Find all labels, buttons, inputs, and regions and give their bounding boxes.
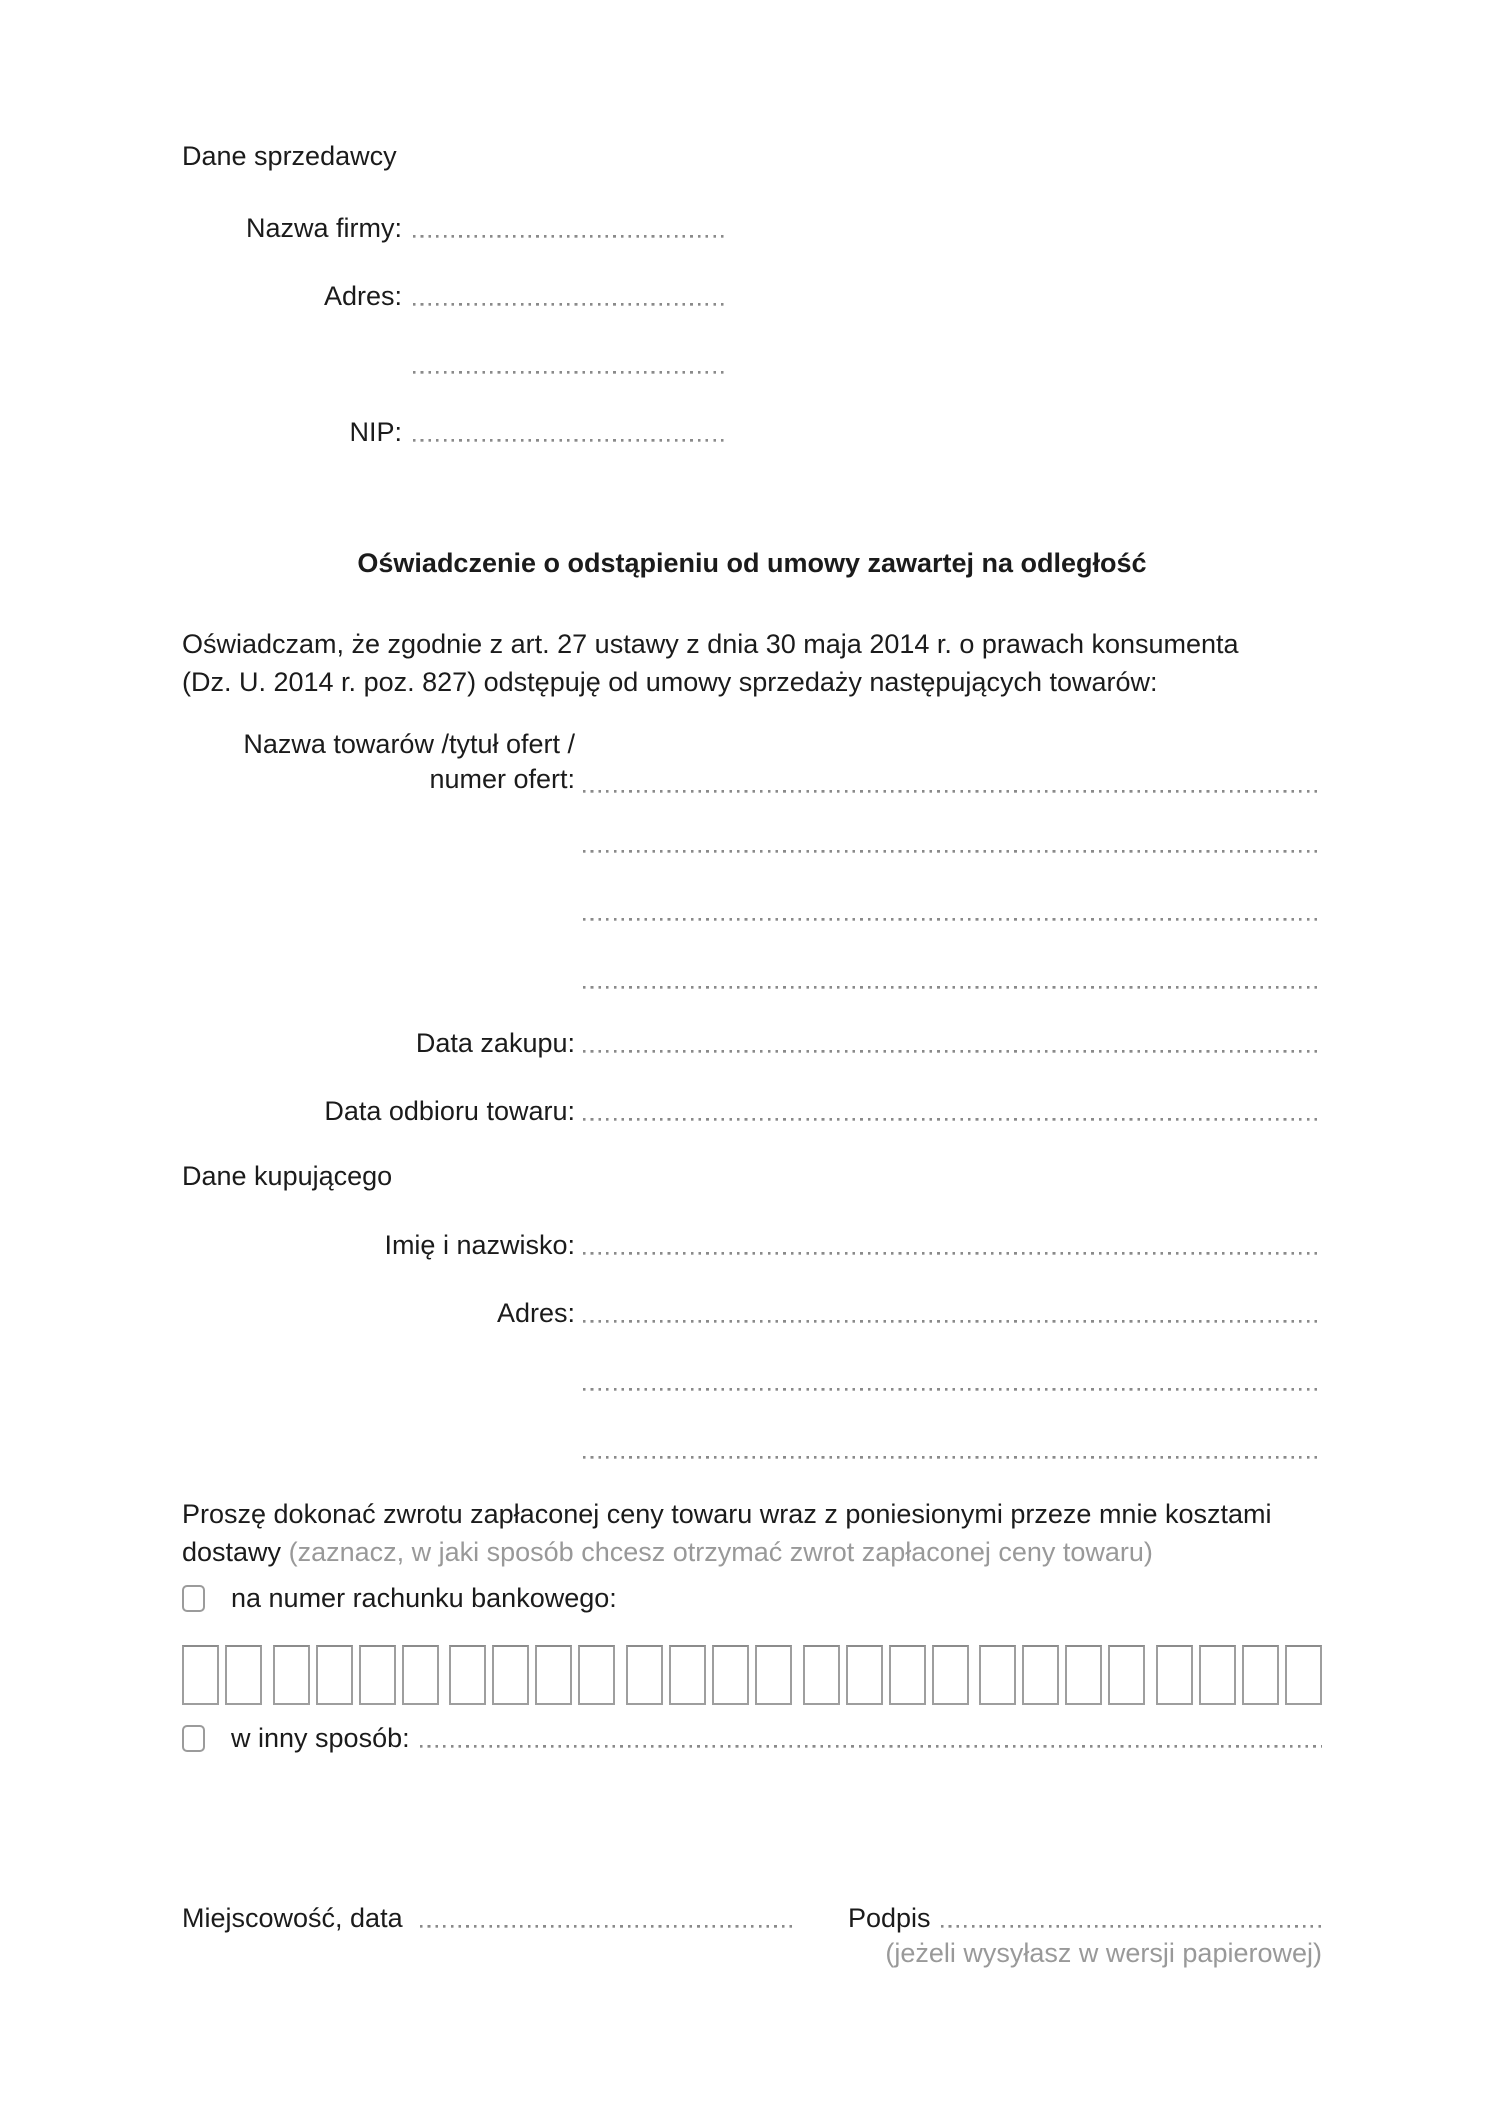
signature-note: (jeżeli wysyłasz w wersji papierowej) xyxy=(885,1938,1322,1968)
buyer-address-row-3 xyxy=(182,1436,1322,1463)
account-digit-box[interactable] xyxy=(669,1645,706,1705)
account-digit-box[interactable] xyxy=(449,1645,486,1705)
receipt-date-label: Data odbioru towaru: xyxy=(324,1096,575,1126)
purchase-date-label: Data zakupu: xyxy=(415,1028,575,1058)
buyer-address-label: Adres: xyxy=(496,1298,575,1328)
items-label-spacer xyxy=(182,830,575,857)
seller-address-label-spacer xyxy=(182,351,402,378)
items-fill-line-2[interactable] xyxy=(583,830,1322,857)
seller-nip-fill-line[interactable] xyxy=(413,419,725,446)
footer-row xyxy=(182,1905,1322,1967)
seller-company-fill-line[interactable] xyxy=(413,215,725,242)
items-label-spacer xyxy=(182,966,575,993)
bank-refund-option-row xyxy=(182,1585,1322,1612)
account-digit-box[interactable] xyxy=(1156,1645,1193,1705)
account-digit-box[interactable] xyxy=(889,1645,926,1705)
account-digit-box[interactable] xyxy=(932,1645,969,1705)
items-label-spacer xyxy=(182,898,575,925)
items-fill-line-1[interactable] xyxy=(583,770,1322,797)
account-digit-box[interactable] xyxy=(578,1645,615,1705)
items-fill-line-4[interactable] xyxy=(583,966,1322,993)
place-date-fill-line[interactable] xyxy=(420,1905,793,1932)
items-label-line-2: numer ofert: xyxy=(429,764,575,794)
account-digit-box[interactable] xyxy=(1108,1645,1145,1705)
buyer-address-row-2 xyxy=(182,1368,1322,1395)
buyer-address-label-spacer xyxy=(182,1436,575,1463)
items-label-line-1: Nazwa towarów /tytuł ofert / xyxy=(243,729,575,759)
account-digit-group xyxy=(182,1645,262,1705)
refund-line-2-black: dostawy xyxy=(182,1537,282,1567)
account-digit-group xyxy=(273,1645,439,1705)
account-digit-box[interactable] xyxy=(273,1645,310,1705)
account-digit-box[interactable] xyxy=(1022,1645,1059,1705)
items-fill-line-3[interactable] xyxy=(583,898,1322,925)
items-extra-row xyxy=(182,966,1322,993)
seller-address-row xyxy=(182,283,1322,310)
buyer-address-fill-line[interactable] xyxy=(583,1300,1322,1327)
refund-paragraph xyxy=(182,1495,1322,1571)
account-digit-box[interactable] xyxy=(712,1645,749,1705)
purchase-date-row xyxy=(182,1030,1322,1057)
items-extra-row xyxy=(182,830,1322,857)
seller-address-row-2 xyxy=(182,351,1322,378)
seller-company-label: Nazwa firmy: xyxy=(245,213,402,243)
seller-nip-label: NIP: xyxy=(349,417,402,447)
account-digit-box[interactable] xyxy=(755,1645,792,1705)
seller-section-heading: Dane sprzedawcy xyxy=(182,141,397,171)
account-digit-box[interactable] xyxy=(1242,1645,1279,1705)
buyer-address-row xyxy=(182,1300,1322,1327)
account-digit-box[interactable] xyxy=(402,1645,439,1705)
intro-paragraph xyxy=(182,625,1322,701)
receipt-date-fill-line[interactable] xyxy=(583,1098,1322,1125)
account-number-boxes xyxy=(182,1645,1322,1705)
account-digit-group xyxy=(803,1645,969,1705)
bank-refund-label: na numer rachunku bankowego: xyxy=(231,1583,617,1613)
signature-fill-line[interactable] xyxy=(941,1905,1322,1932)
items-extra-row xyxy=(182,898,1322,925)
buyer-name-row xyxy=(182,1232,1322,1259)
refund-line-1: Proszę dokonać zwrotu zapłaconej ceny towaru wraz z poniesionymi przeze mnie kosztami xyxy=(182,1499,1272,1529)
intro-line-1: Oświadczam, że zgodnie z art. 27 ustawy z dnia 30 maja 2014 r. o prawach konsumenta xyxy=(182,629,1239,659)
buyer-section-heading: Dane kupującego xyxy=(182,1161,393,1191)
account-digit-box[interactable] xyxy=(1199,1645,1236,1705)
other-refund-checkbox[interactable] xyxy=(182,1725,205,1752)
seller-company-row xyxy=(182,215,1322,242)
account-digit-box[interactable] xyxy=(626,1645,663,1705)
place-date-label: Miejscowość, data xyxy=(182,1903,403,1933)
account-digit-group xyxy=(1156,1645,1322,1705)
other-refund-fill-line[interactable] xyxy=(420,1725,1322,1752)
items-label xyxy=(182,727,575,797)
signature-label: Podpis xyxy=(848,1903,931,1933)
buyer-address-fill-line-3[interactable] xyxy=(583,1436,1322,1463)
account-digit-box[interactable] xyxy=(535,1645,572,1705)
account-digit-box[interactable] xyxy=(846,1645,883,1705)
bank-refund-checkbox[interactable] xyxy=(182,1585,205,1612)
account-digit-box[interactable] xyxy=(1285,1645,1322,1705)
account-digit-group xyxy=(626,1645,792,1705)
seller-address-fill-line[interactable] xyxy=(413,283,725,310)
signature-row xyxy=(848,1905,1322,1932)
refund-line-2-hint: (zaznacz, w jaki sposób chcesz otrzymać zwrot zapłaconej ceny towaru) xyxy=(288,1537,1153,1567)
account-digit-box[interactable] xyxy=(225,1645,262,1705)
account-digit-box[interactable] xyxy=(803,1645,840,1705)
account-digit-box[interactable] xyxy=(182,1645,219,1705)
place-date-group xyxy=(182,1905,793,1967)
buyer-address-fill-line-2[interactable] xyxy=(583,1368,1322,1395)
account-digit-box[interactable] xyxy=(316,1645,353,1705)
intro-line-2: (Dz. U. 2014 r. poz. 827) odstępuję od umowy sprzedaży następujących towarów: xyxy=(182,667,1158,697)
items-row xyxy=(182,727,1322,797)
buyer-address-label-spacer xyxy=(182,1368,575,1395)
account-digit-box[interactable] xyxy=(1065,1645,1102,1705)
account-digit-box[interactable] xyxy=(359,1645,396,1705)
account-digit-group xyxy=(449,1645,615,1705)
seller-address-label: Adres: xyxy=(323,281,402,311)
seller-address-fill-line-2[interactable] xyxy=(413,351,725,378)
other-refund-label: w inny sposób: xyxy=(231,1723,410,1753)
refund-line-2 xyxy=(182,1533,1322,1571)
account-digit-group xyxy=(979,1645,1145,1705)
other-refund-option-row xyxy=(182,1725,1322,1752)
signature-group xyxy=(848,1905,1322,1967)
buyer-name-label: Imię i nazwisko: xyxy=(384,1230,575,1260)
purchase-date-fill-line[interactable] xyxy=(583,1030,1322,1057)
seller-nip-row xyxy=(182,419,1322,446)
buyer-name-fill-line[interactable] xyxy=(583,1232,1322,1259)
account-digit-box[interactable] xyxy=(492,1645,529,1705)
receipt-date-row xyxy=(182,1098,1322,1125)
document-title: Oświadczenie o odstąpieniu od umowy zawartej na odległość xyxy=(357,548,1147,578)
account-digit-box[interactable] xyxy=(979,1645,1016,1705)
